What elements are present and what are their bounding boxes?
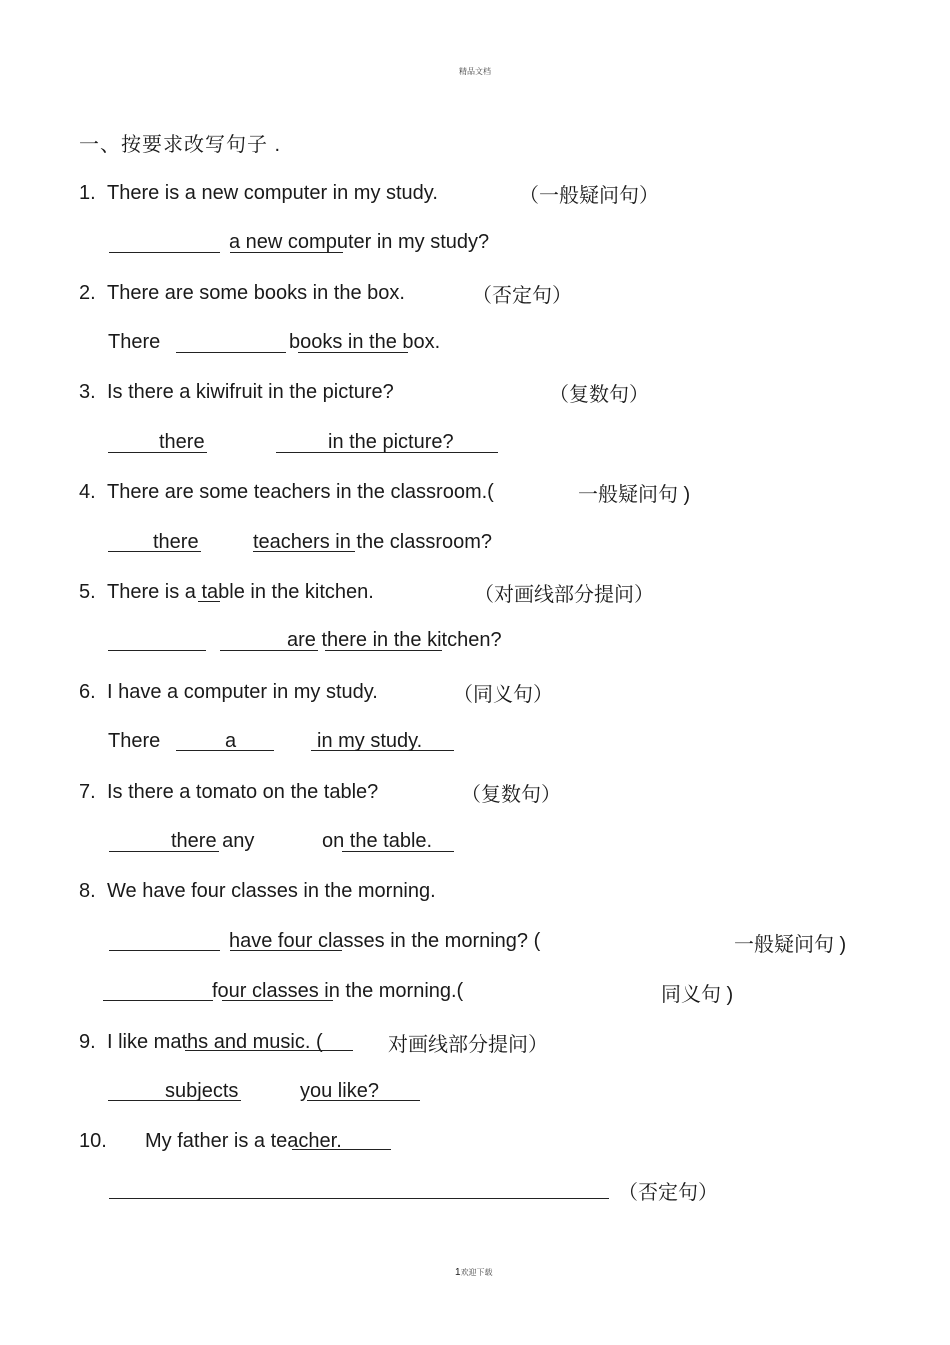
- answer-underline: [342, 851, 454, 852]
- question-text: I have a computer in my study.: [107, 681, 378, 703]
- question-underline: [185, 1050, 353, 1051]
- answer-underline: [230, 252, 343, 253]
- answer-blank[interactable]: [109, 950, 220, 951]
- answer-start: There: [108, 331, 161, 353]
- answer-blank[interactable]: [103, 1000, 213, 1001]
- question-text: Is there a tomato on the table?: [107, 781, 379, 803]
- answer-blank[interactable]: [109, 252, 220, 253]
- answer-blank[interactable]: [176, 352, 286, 353]
- answer-blank[interactable]: [109, 1198, 609, 1199]
- question-number: 2.: [79, 282, 96, 304]
- answer-text: a new computer in my study?: [229, 231, 490, 253]
- question-number: 5.: [79, 581, 96, 603]
- question-hint: 同义句 ): [661, 984, 734, 1006]
- page-footer: [455, 1262, 493, 1280]
- answer-underline: [325, 650, 442, 651]
- question-hint: （对画线部分提问）: [474, 584, 654, 606]
- answer-word: subjects: [165, 1080, 239, 1102]
- question-hint: （否定句）: [472, 285, 572, 307]
- question-hint: （复数句）: [549, 384, 649, 406]
- question-hint: 对画线部分提问）: [388, 1034, 548, 1056]
- page-header: 精品文档: [459, 67, 491, 76]
- answer-blank[interactable]: [108, 650, 206, 651]
- question-underline: [292, 1149, 391, 1150]
- question-hint: （同义句）: [453, 684, 553, 706]
- answer-text: teachers in the classroom?: [253, 531, 493, 553]
- page-number: 1: [455, 1267, 461, 1278]
- answer-word: in the picture?: [328, 431, 454, 453]
- answer-text: have four classes in the morning? (: [229, 930, 541, 952]
- question-number: 3.: [79, 381, 96, 403]
- question-text: There are some teachers in the classroom.(: [107, 481, 494, 503]
- answer-text: are there in the kitchen?: [287, 629, 502, 651]
- question-number: 8.: [79, 880, 96, 902]
- question-number: 6.: [79, 681, 96, 703]
- section-title: 一、按要求改写句子 .: [79, 134, 282, 156]
- footer-text: 欢迎下载: [460, 1268, 493, 1277]
- question-number: 10.: [79, 1130, 107, 1152]
- question-hint: （一般疑问句）: [519, 185, 659, 207]
- question-hint: 一般疑问句 ): [578, 484, 691, 506]
- question-text: I like maths and music. (: [107, 1031, 323, 1053]
- answer-word: there: [159, 431, 205, 453]
- question-hint: （否定句）: [618, 1182, 718, 1204]
- question-number: 9.: [79, 1031, 96, 1053]
- question-text: We have four classes in the morning.: [107, 880, 436, 902]
- question-text: Is there a kiwifruit in the picture?: [107, 381, 394, 403]
- answer-word: there any: [171, 830, 255, 852]
- question-text: There is a table in the kitchen.: [107, 581, 374, 603]
- question-hint: （复数句）: [461, 784, 561, 806]
- answer-text: four classes in the morning.(: [212, 980, 464, 1002]
- answer-underline: [253, 551, 355, 552]
- answer-text: books in the box.: [289, 331, 441, 353]
- answer-start: There: [108, 730, 161, 752]
- question-number: 4.: [79, 481, 96, 503]
- answer-word: there: [153, 531, 199, 553]
- answer-underline: [222, 1000, 333, 1001]
- question-number: 7.: [79, 781, 96, 803]
- question-number: 1.: [79, 182, 96, 204]
- answer-underline: [230, 950, 342, 951]
- question-text: There are some books in the box.: [107, 282, 405, 304]
- question-text: My father is a teacher.: [145, 1130, 342, 1152]
- answer-word: on the table.: [322, 830, 433, 852]
- answer-word: a: [225, 730, 237, 752]
- answer-word: you like?: [300, 1080, 379, 1102]
- answer-word: in my study.: [317, 730, 423, 752]
- question-text: There is a new computer in my study.: [107, 182, 438, 204]
- question-underline: [198, 601, 220, 602]
- question-hint: 一般疑问句 ): [734, 934, 847, 956]
- answer-underline: [298, 352, 408, 353]
